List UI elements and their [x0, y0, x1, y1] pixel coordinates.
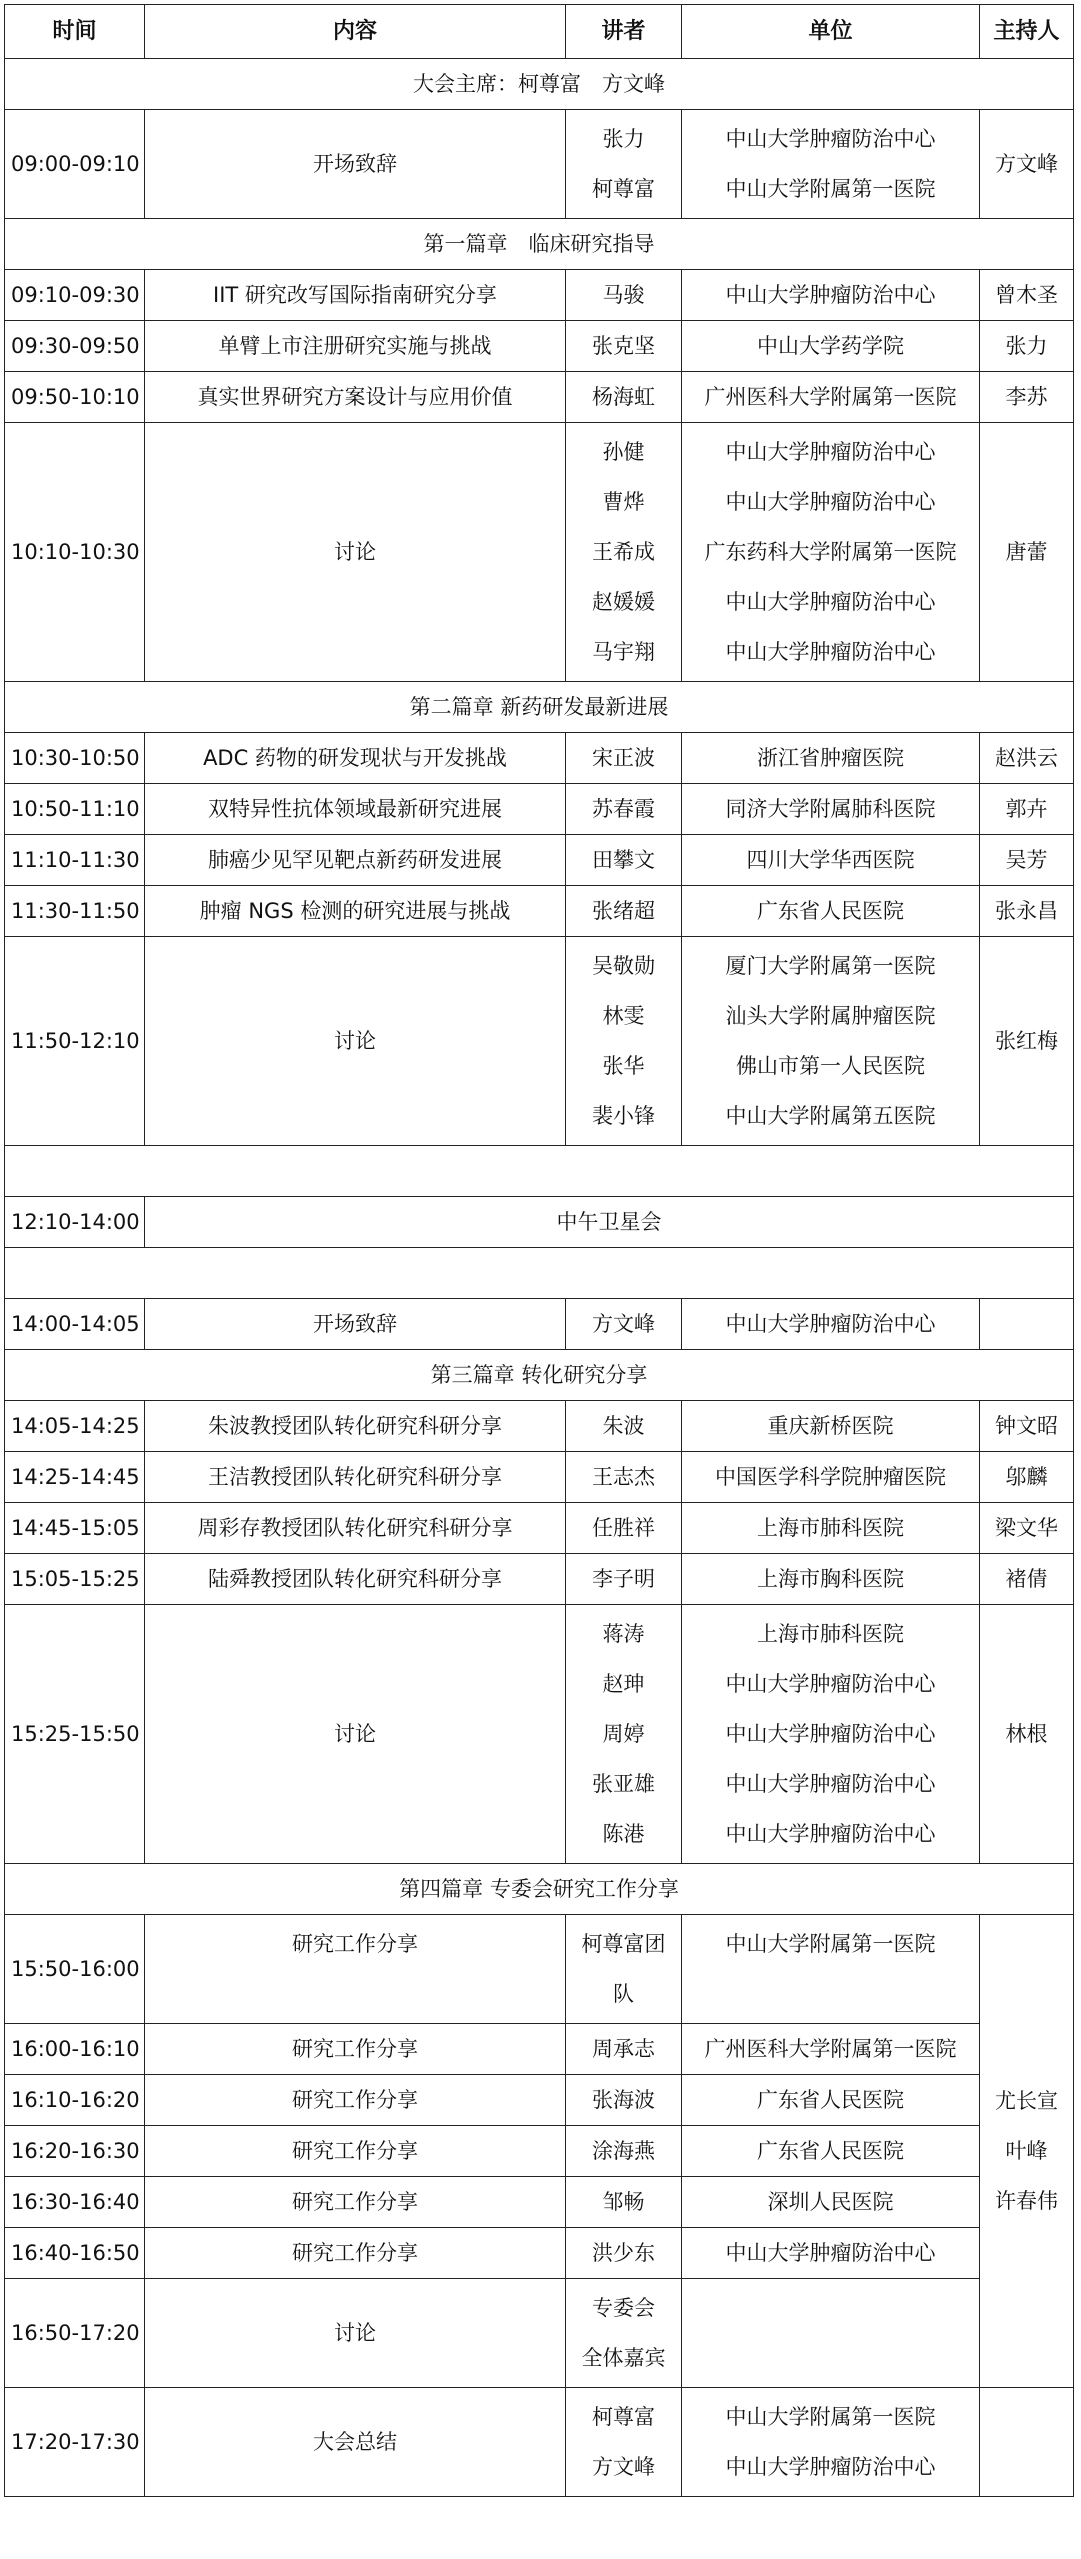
- unit-cell: [682, 110, 980, 219]
- host-cell: 梁文华: [980, 1503, 1074, 1554]
- speaker-cell: 王志杰: [566, 1452, 682, 1503]
- time-cell: 16:30-16:40: [5, 2177, 145, 2228]
- unit-name: 中山大学肿瘤防治中心: [725, 2455, 936, 2479]
- unit-name: 中山大学肿瘤防治中心: [725, 1672, 936, 1696]
- host-cell: 褚倩: [980, 1554, 1074, 1605]
- unit-cell: 中山大学肿瘤防治中心: [682, 270, 980, 321]
- host-cell: 张红梅: [980, 937, 1074, 1146]
- speaker-name: 孙健: [602, 440, 645, 464]
- content-cell: 讨论: [145, 423, 566, 682]
- content-spacer: [151, 1969, 559, 2019]
- host-cell: 曾木圣: [980, 270, 1074, 321]
- host-cell: [980, 1299, 1074, 1350]
- unit-name: 厦门大学附属第一医院: [725, 954, 936, 978]
- speaker-cell: 张海波: [566, 2075, 682, 2126]
- session-row: [5, 372, 1074, 423]
- speaker-name: 吴敬勋: [592, 954, 655, 978]
- unit-cell: 广东省人民医院: [682, 886, 980, 937]
- time-cell: 14:05-14:25: [5, 1401, 145, 1452]
- unit-cell: 中国医学科学院肿瘤医院: [682, 1452, 980, 1503]
- time-cell: 12:10-14:00: [5, 1197, 145, 1248]
- host-name: 许春伟: [995, 2189, 1058, 2213]
- speaker-name: 林雯: [602, 1004, 645, 1028]
- content-cell: 开场致辞: [145, 1299, 566, 1350]
- chapter-title: 第三篇章 转化研究分享: [5, 1350, 1074, 1401]
- unit-name: 中山大学肿瘤防治中心: [725, 1722, 936, 1746]
- session-row: [5, 733, 1074, 784]
- speaker-name: 周婷: [602, 1722, 645, 1746]
- content-cell: 王洁教授团队转化研究科研分享: [145, 1452, 566, 1503]
- host-cell: 唐蕾: [980, 423, 1074, 682]
- speaker-cell: 张绪超: [566, 886, 682, 937]
- host-cell: 李苏: [980, 372, 1074, 423]
- time-cell: 16:00-16:10: [5, 2024, 145, 2075]
- unit-cell: 四川大学华西医院: [682, 835, 980, 886]
- speaker-cell: [566, 1915, 682, 2024]
- speaker-cell: 涂海燕: [566, 2126, 682, 2177]
- speaker-cell: [566, 423, 682, 682]
- speaker-cell: [566, 1605, 682, 1864]
- host-name: 尤长宣: [995, 2089, 1058, 2113]
- time-cell: 09:50-10:10: [5, 372, 145, 423]
- speaker-cell: 张克坚: [566, 321, 682, 372]
- unit-name: 广东药科大学附属第一医院: [704, 540, 957, 564]
- chapter-row: [5, 219, 1074, 270]
- unit-cell: 广东省人民医院: [682, 2126, 980, 2177]
- unit-cell: 上海市肺科医院: [682, 1503, 980, 1554]
- time-cell: 11:50-12:10: [5, 937, 145, 1146]
- unit-cell: 重庆新桥医院: [682, 1401, 980, 1452]
- speaker-name: 马宇翔: [592, 640, 655, 664]
- session-row: [5, 835, 1074, 886]
- host-cell: 郭卉: [980, 784, 1074, 835]
- speaker-name: 全体嘉宾: [581, 2346, 666, 2370]
- unit-name: 中山大学肿瘤防治中心: [725, 440, 936, 464]
- session-row: [5, 2024, 1074, 2075]
- speaker-name: 曹烨: [602, 490, 645, 514]
- content-cell: 研究工作分享: [145, 2024, 566, 2075]
- speaker-name: 裴小锋: [592, 1104, 655, 1128]
- unit-cell: [682, 1605, 980, 1864]
- unit-name: 中山大学肿瘤防治中心: [725, 490, 936, 514]
- session-row: [5, 784, 1074, 835]
- speaker-name: 专委会: [592, 2296, 655, 2320]
- unit-name: 中山大学肿瘤防治中心: [725, 590, 936, 614]
- unit-cell: 中山大学药学院: [682, 321, 980, 372]
- session-row: [5, 886, 1074, 937]
- unit-cell: 浙江省肿瘤医院: [682, 733, 980, 784]
- session-row: [5, 1401, 1074, 1452]
- time-cell: 10:10-10:30: [5, 423, 145, 682]
- host-cell: 邬麟: [980, 1452, 1074, 1503]
- content-cell: ADC 药物的研发现状与开发挑战: [145, 733, 566, 784]
- speaker-cell: 周承志: [566, 2024, 682, 2075]
- host-cell: 赵洪云: [980, 733, 1074, 784]
- unit-cell: [682, 2279, 980, 2388]
- unit-cell: [682, 1915, 980, 2024]
- time-cell: 10:30-10:50: [5, 733, 145, 784]
- chapter-row: [5, 1350, 1074, 1401]
- session-row: [5, 1452, 1074, 1503]
- speaker-cell: 马骏: [566, 270, 682, 321]
- content-cell: 大会总结: [145, 2388, 566, 2497]
- unit-cell: 广东省人民医院: [682, 2075, 980, 2126]
- content-cell: 讨论: [145, 1605, 566, 1864]
- unit-cell: 中山大学肿瘤防治中心: [682, 1299, 980, 1350]
- time-cell: 15:50-16:00: [5, 1915, 145, 2024]
- header-content: 内容: [145, 5, 566, 59]
- unit-cell: 广州医科大学附属第一医院: [682, 2024, 980, 2075]
- host-cell: 林根: [980, 1605, 1074, 1864]
- host-cell: [980, 2388, 1074, 2497]
- speaker-name: 赵媛媛: [592, 590, 655, 614]
- content-cell: 肿瘤 NGS 检测的研究进展与挑战: [145, 886, 566, 937]
- time-cell: 17:20-17:30: [5, 2388, 145, 2497]
- host-cell: 张永昌: [980, 886, 1074, 937]
- host-cell: [980, 1915, 1074, 2388]
- discussion-row: [5, 2279, 1074, 2388]
- unit-name: 上海市肺科医院: [757, 1622, 904, 1646]
- unit-cell: 深圳人民医院: [682, 2177, 980, 2228]
- speaker-cell: 洪少东: [566, 2228, 682, 2279]
- content-cell: IIT 研究改写国际指南研究分享: [145, 270, 566, 321]
- content-cell: 研究工作分享: [145, 2228, 566, 2279]
- session-row: [5, 2126, 1074, 2177]
- speaker-cell: 宋正波: [566, 733, 682, 784]
- speaker-cell: [566, 937, 682, 1146]
- content-cell: 研究工作分享: [145, 2177, 566, 2228]
- speaker-name: 蒋涛: [602, 1622, 645, 1646]
- time-cell: 14:25-14:45: [5, 1452, 145, 1503]
- session-row: [5, 1503, 1074, 1554]
- unit-name: 中山大学肿瘤防治中心: [725, 640, 936, 664]
- content-cell: 开场致辞: [145, 110, 566, 219]
- time-cell: 15:25-15:50: [5, 1605, 145, 1864]
- host-name: 叶峰: [1005, 2139, 1048, 2163]
- speaker-name: 柯尊富团: [581, 1932, 666, 1956]
- host-cell: 方文峰: [980, 110, 1074, 219]
- unit-cell: 广州医科大学附属第一医院: [682, 372, 980, 423]
- time-cell: 09:30-09:50: [5, 321, 145, 372]
- speaker-cell: 任胜祥: [566, 1503, 682, 1554]
- speaker-cell: 苏春霞: [566, 784, 682, 835]
- unit-name: 中山大学附属第一医院: [725, 2405, 936, 2429]
- host-cell: 张力: [980, 321, 1074, 372]
- unit-name: 中山大学肿瘤防治中心: [725, 1822, 936, 1846]
- time-cell: 14:00-14:05: [5, 1299, 145, 1350]
- time-cell: 11:10-11:30: [5, 835, 145, 886]
- content-cell: 真实世界研究方案设计与应用价值: [145, 372, 566, 423]
- content-cell: 陆舜教授团队转化研究科研分享: [145, 1554, 566, 1605]
- lunch-row: [5, 1197, 1074, 1248]
- unit-cell: 上海市胸科医院: [682, 1554, 980, 1605]
- unit-name: 汕头大学附属肿瘤医院: [725, 1004, 936, 1028]
- discussion-row: [5, 1605, 1074, 1864]
- host-cell: 钟文昭: [980, 1401, 1074, 1452]
- speaker-name: 张力: [602, 127, 645, 151]
- speaker-cell: 方文峰: [566, 1299, 682, 1350]
- content-cell: 研究工作分享: [145, 2126, 566, 2177]
- speaker-cell: [566, 110, 682, 219]
- speaker-cell: 朱波: [566, 1401, 682, 1452]
- speaker-name: 张亚雄: [592, 1772, 655, 1796]
- unit-name: 佛山市第一人民医院: [736, 1054, 925, 1078]
- time-cell: 09:00-09:10: [5, 110, 145, 219]
- speaker-name: 王希成: [592, 540, 655, 564]
- speaker-cell: 李子明: [566, 1554, 682, 1605]
- speaker-name: 柯尊富: [592, 177, 655, 201]
- session-row: [5, 1915, 1074, 2024]
- session-row: [5, 2228, 1074, 2279]
- speaker-name: 柯尊富: [592, 2405, 655, 2429]
- time-cell: 14:45-15:05: [5, 1503, 145, 1554]
- time-cell: 16:10-16:20: [5, 2075, 145, 2126]
- speaker-cell: [566, 2388, 682, 2497]
- time-cell: 16:50-17:20: [5, 2279, 145, 2388]
- time-cell: 15:05-15:25: [5, 1554, 145, 1605]
- speaker-cell: 田攀文: [566, 835, 682, 886]
- session-row: [5, 1554, 1074, 1605]
- unit-cell: 中山大学肿瘤防治中心: [682, 2228, 980, 2279]
- unit-cell: [682, 423, 980, 682]
- time-cell: 16:40-16:50: [5, 2228, 145, 2279]
- unit-name: 中山大学肿瘤防治中心: [725, 127, 936, 151]
- summary-row: [5, 2388, 1074, 2497]
- lunch-cell: 中午卫星会: [145, 1197, 1074, 1248]
- session-row: [5, 2075, 1074, 2126]
- content-cell: [145, 1915, 566, 2024]
- header-host: 主持人: [980, 5, 1074, 59]
- time-cell: 16:20-16:30: [5, 2126, 145, 2177]
- unit-cell: [682, 937, 980, 1146]
- session-row: [5, 270, 1074, 321]
- content-cell: 朱波教授团队转化研究科研分享: [145, 1401, 566, 1452]
- speaker-name: 方文峰: [592, 2455, 655, 2479]
- speaker-name: 赵珅: [602, 1672, 645, 1696]
- content-cell: 讨论: [145, 937, 566, 1146]
- speaker-cell: 邹畅: [566, 2177, 682, 2228]
- chapter-row: [5, 1864, 1074, 1915]
- unit-spacer: [688, 1969, 973, 2019]
- blank-row: [5, 1248, 1074, 1299]
- speaker-name: 队: [613, 1982, 634, 2006]
- content-text: 研究工作分享: [292, 1932, 418, 1956]
- schedule-table: [4, 4, 1074, 2497]
- discussion-row: [5, 423, 1074, 682]
- unit-name: 中山大学肿瘤防治中心: [725, 1772, 936, 1796]
- time-cell: 10:50-11:10: [5, 784, 145, 835]
- unit-name: 中山大学附属第一医院: [725, 177, 936, 201]
- content-cell: 讨论: [145, 2279, 566, 2388]
- unit-name: 中山大学附属第五医院: [725, 1104, 936, 1128]
- pm-opening-row: [5, 1299, 1074, 1350]
- chapter-title: 第一篇章 临床研究指导: [5, 219, 1074, 270]
- session-row: [5, 321, 1074, 372]
- content-cell: 双特异性抗体领域最新研究进展: [145, 784, 566, 835]
- chapter-title: 第四篇章 专委会研究工作分享: [5, 1864, 1074, 1915]
- time-cell: 09:10-09:30: [5, 270, 145, 321]
- content-cell: 肺癌少见罕见靶点新药研发进展: [145, 835, 566, 886]
- blank-cell: [5, 1146, 1074, 1197]
- content-cell: 研究工作分享: [145, 2075, 566, 2126]
- session-row: [5, 2177, 1074, 2228]
- unit-cell: 同济大学附属肺科医院: [682, 784, 980, 835]
- header-unit: 单位: [682, 5, 980, 59]
- host-cell: 吴芳: [980, 835, 1074, 886]
- discussion-row: [5, 937, 1074, 1146]
- speaker-name: 张华: [602, 1054, 645, 1078]
- unit-name: 中山大学附属第一医院: [725, 1932, 936, 1956]
- header-time: 时间: [5, 5, 145, 59]
- chapter-title: 第二篇章 新药研发最新进展: [5, 682, 1074, 733]
- chair-row: [5, 59, 1074, 110]
- speaker-cell: [566, 2279, 682, 2388]
- opening-row: [5, 110, 1074, 219]
- time-cell: 11:30-11:50: [5, 886, 145, 937]
- header-speaker: 讲者: [566, 5, 682, 59]
- unit-cell: [682, 2388, 980, 2497]
- blank-cell: [5, 1248, 1074, 1299]
- speaker-name: 陈港: [602, 1822, 645, 1846]
- header-row: [5, 5, 1074, 59]
- content-cell: 单臂上市注册研究实施与挑战: [145, 321, 566, 372]
- chapter-row: [5, 682, 1074, 733]
- chair-cell: 大会主席：柯尊富 方文峰: [5, 59, 1074, 110]
- speaker-cell: 杨海虹: [566, 372, 682, 423]
- blank-row: [5, 1146, 1074, 1197]
- content-cell: 周彩存教授团队转化研究科研分享: [145, 1503, 566, 1554]
